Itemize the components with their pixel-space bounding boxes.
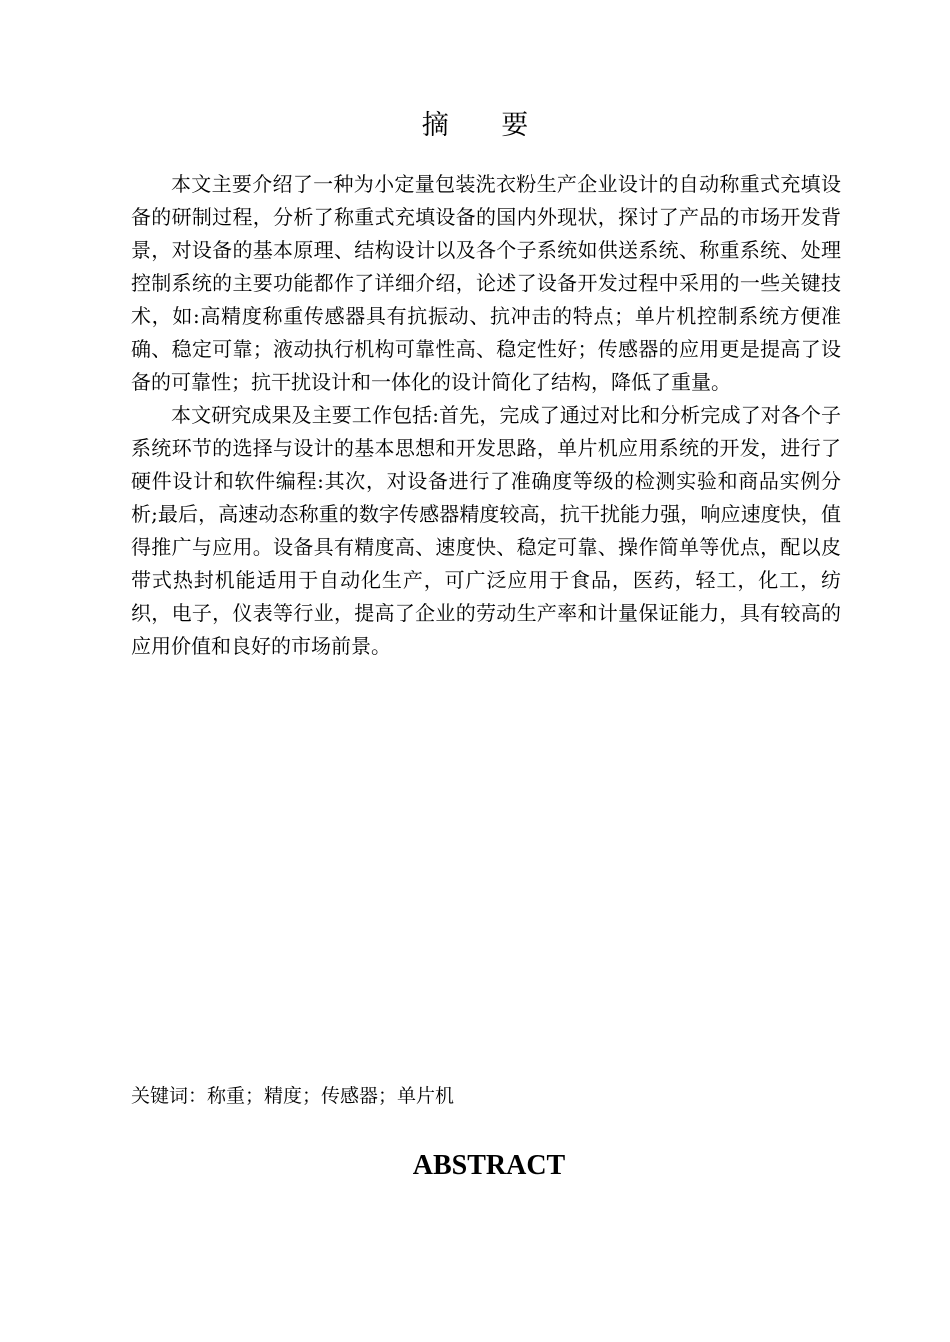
abstract-title-cn: 摘 要	[421, 110, 551, 141]
abstract-paragraph-2: 本文研究成果及主要工作包括:首先，完成了通过对比和分析完成了对各个子系统环节的选择与设计的基本思想和开发思路，单片机应用系统的开发，进行了硬件设计和软件编程:其次，对设备进行了准确度等级的检测实验和商品实例分析;最后，高速动态称重的数字传感器精度较高，抗干扰能力强，响应速度快，值得推广与应用。设备具有精度高、速度快、稳定可靠、操作简单等优点，配以皮带式热封机能适用于自动化生产，可广泛应用于食品，医药，轻工，化工，纺织，电子，仪表等行业，提高了企业的劳动生产率和计量保证能力，具有较高的应用价值和良好的市场前景。	[131, 403, 841, 658]
keywords-line	[131, 1082, 831, 1110]
keywords-label: 关键词：	[131, 1085, 208, 1107]
keywords-value: 称重；精度；传感器；单片机	[207, 1085, 455, 1107]
abstract-title-en: ABSTRACT	[412, 1150, 566, 1181]
abstract-paragraph-1: 本文主要介绍了一种为小定量包装洗衣粉生产企业设计的自动称重式充填设备的研制过程，分析了称重式充填设备的国内外现状，探讨了产品的市场开发背景，对设备的基本原理、结构设计以及各个子系统如供送系统、称重系统、处理控制系统的主要功能都作了详细介绍，论述了设备开发过程中采用的一些关键技术，如:高精度称重传感器具有抗振动、抗冲击的特点；单片机控制系统方便准确、稳定可靠；液动执行机构可靠性高、稳定性好；传感器的应用更是提高了设备的可靠性；抗干扰设计和一体化的设计简化了结构，降低了重量。	[131, 172, 841, 394]
abstract-body-cn	[131, 168, 841, 663]
